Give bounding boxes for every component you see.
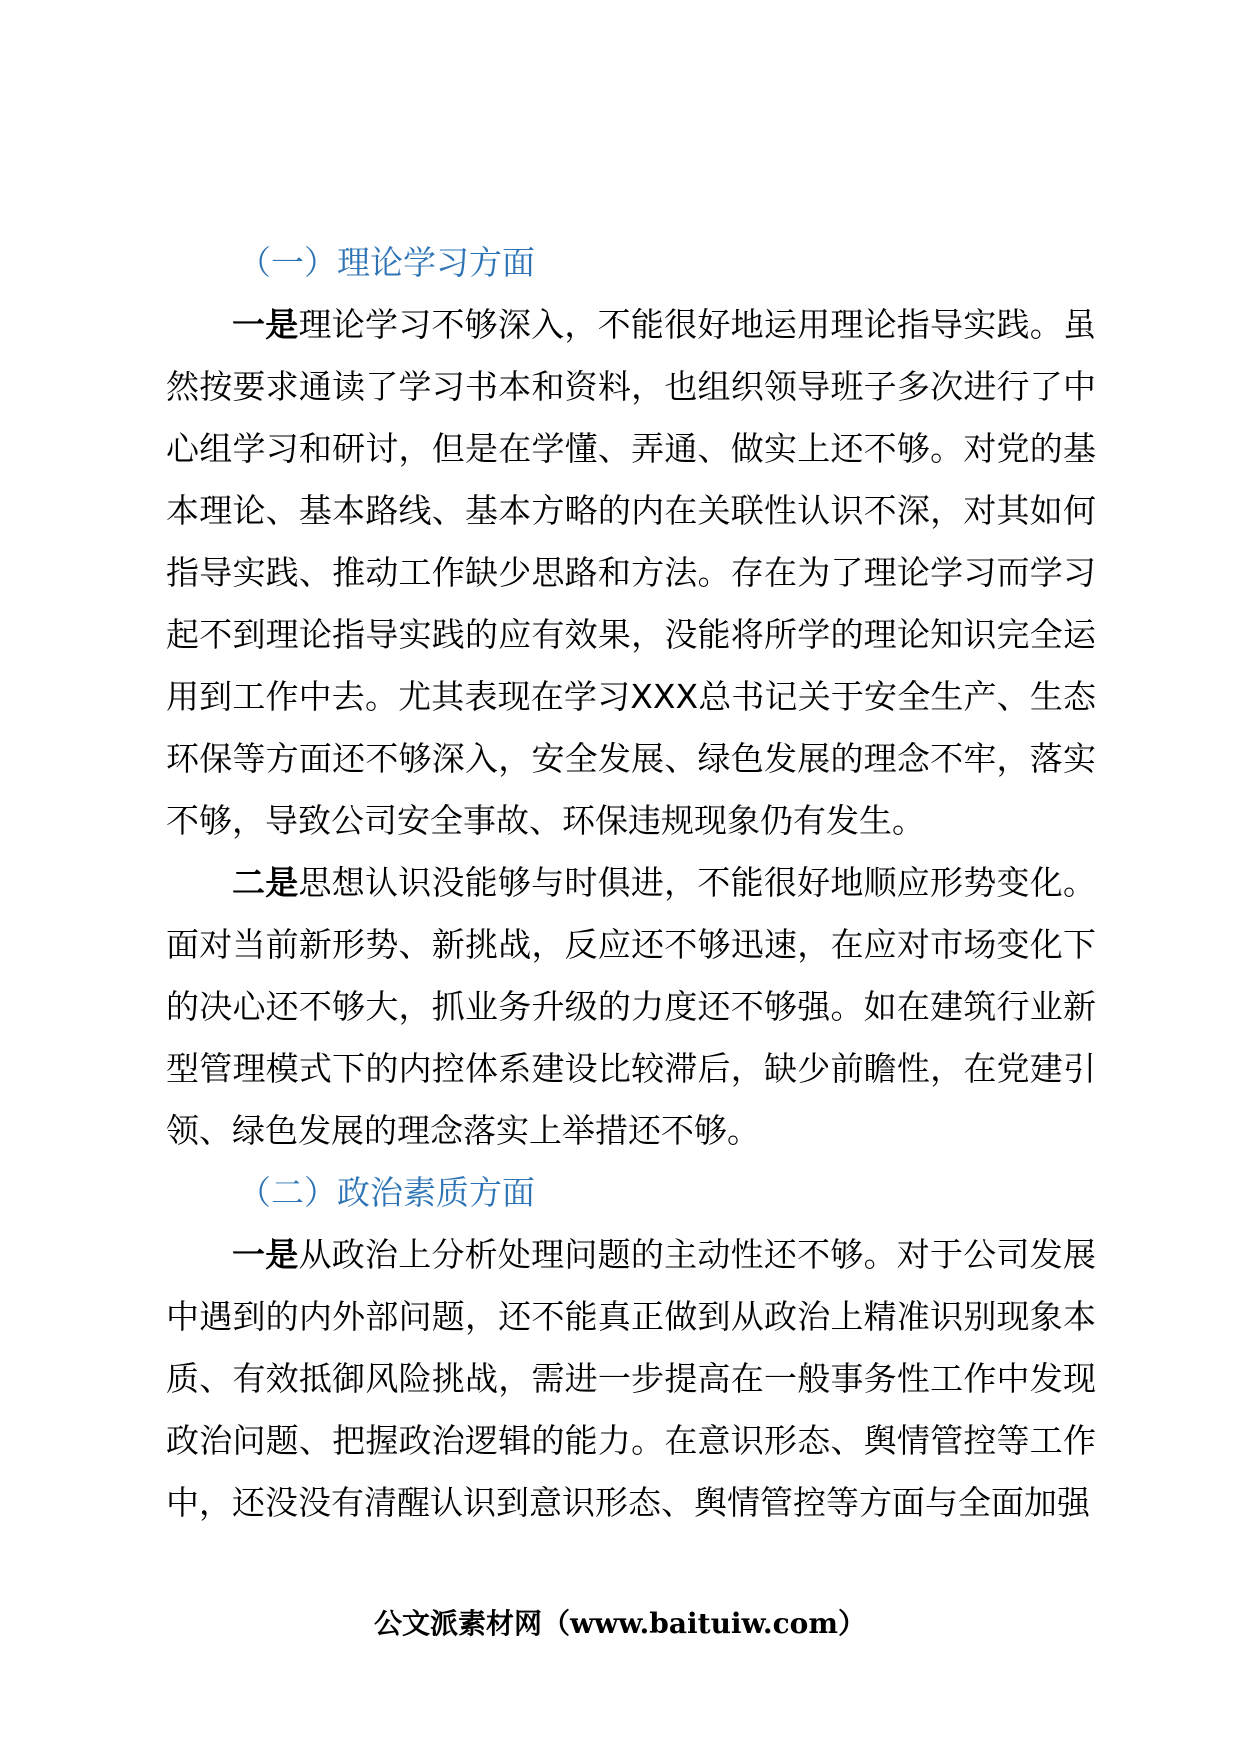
paragraph-politics-1 — [166, 1224, 1096, 1534]
paragraph-theory-2 — [166, 852, 1096, 1162]
section-heading-politics: （二）政治素质方面 — [238, 1173, 535, 1212]
paragraph-theory-1 — [166, 294, 1096, 852]
paragraph-text: 从政治上分析处理问题的主动性还不够。对于公司发展中遇到的内外部问题，还不能真正做到从政治上精准识别现象本质、有效抵御风险挑战，需进一步提高在一般事务性工作中发现政治问题、把握政治逻辑的能力。在意识形态、舆情管控等工作中，还没没有清醒认识到意识形态、舆情管控等方面与全面加强 — [166, 1235, 1097, 1522]
document-body — [166, 232, 1096, 1534]
paragraph-lead: 一是 — [232, 305, 299, 344]
page-footer-watermark: 公文派素材网（www.baituiw.com） — [374, 1607, 866, 1640]
paragraph-lead: 二是 — [232, 863, 299, 902]
paragraph-lead: 一是 — [232, 1235, 299, 1274]
paragraph-text: 思想认识没能够与时俱进，不能很好地顺应形势变化。面对当前新形势、新挑战，反应还不够迅速，在应对市场变化下的决心还不够大，抓业务升级的力度还不够强。如在建筑行业新型管理模式下的内控体系建设比较滞后，缺少前瞻性，在党建引领、绿色发展的理念落实上举措还不够。 — [166, 863, 1097, 1150]
paragraph-text: 理论学习不够深入，不能很好地运用理论指导实践。虽然按要求通读了学习书本和资料，也组织领导班子多次进行了中心组学习和研讨，但是在学懂、弄通、做实上还不够。对党的基本理论、基本路线、基本方略的内在关联性认识不深，对其如何指导实践、推动工作缺少思路和方法。存在为了理论学习而学习起不到理论指导实践的应有效果，没能将所学的理论知识完全运用到工作中去。尤其表现在学习XXX总书记关于安全生产、生态环保等方面还不够深入，安全发展、绿色发展的理念不牢，落实不够，导致公司安全事故、环保违规现象仍有发生。 — [166, 305, 1097, 840]
section-heading-theory: （一）理论学习方面 — [238, 243, 535, 282]
